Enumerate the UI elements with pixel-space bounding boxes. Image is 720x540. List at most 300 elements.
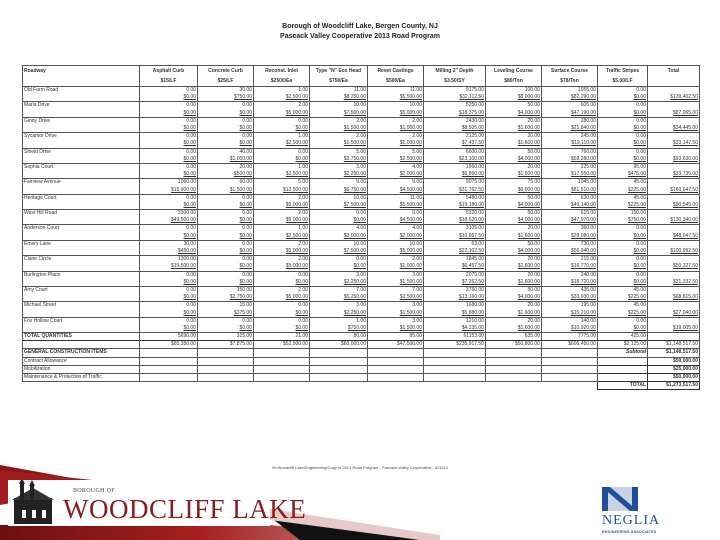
quantity-cell (140, 148, 198, 156)
quantity-cell (198, 225, 254, 233)
column-header: Roadway (23, 66, 140, 77)
quantity-cell-value: 11.00 (409, 87, 422, 94)
cost-cell-value: $3,750.00 (343, 155, 366, 162)
quantity-cell (598, 179, 648, 187)
quantity-cell-value: 3.00 (412, 317, 422, 324)
quantity-cell-value: 45.00 (633, 286, 646, 293)
cost-cell (598, 94, 648, 102)
roadway-name (23, 179, 140, 187)
quantity-cell (310, 256, 368, 264)
cost-cell-value: $4,000.00 (517, 201, 540, 208)
roadway-name-spacer (23, 94, 140, 102)
subtotal-label (598, 349, 648, 357)
cost-cell (254, 263, 310, 271)
roadway-name (23, 163, 140, 171)
roadway-name-spacer (23, 156, 140, 164)
quantity-cell-value: 0.00 (186, 87, 196, 94)
cost-cell-value: $0.00 (633, 94, 646, 101)
quantity-cell-value: 20.00 (527, 163, 540, 170)
blank-cell (254, 382, 310, 390)
cost-cell (486, 248, 542, 256)
general-item-amount (648, 365, 700, 373)
column-header: Asphalt Curb (140, 66, 198, 77)
quantity-cell-value: 240.00 (580, 271, 596, 278)
quantity-cell (542, 133, 598, 141)
total-cell (648, 271, 700, 279)
total-cost-cell (198, 341, 254, 349)
quantity-cell (310, 133, 368, 141)
quantity-cell-value: 20.00 (527, 225, 540, 232)
general-item-amount (648, 373, 700, 381)
quantity-cell (368, 133, 424, 141)
grand-total-row (23, 382, 700, 390)
quantity-cell (310, 317, 368, 325)
quantity-cell-value: 0.00 (636, 117, 646, 124)
general-item-row (23, 357, 700, 365)
cost-cell (368, 125, 424, 133)
quantity-cell-value: 2125.00 (465, 133, 484, 140)
row-total-value: $19,005.00 (672, 324, 698, 331)
column-unit (648, 76, 700, 87)
empty-boxed-cell (598, 365, 648, 373)
quantity-cell-value: 11.00 (353, 87, 366, 94)
row-total (648, 202, 700, 210)
table-row-cost (23, 140, 700, 148)
roadway-name (23, 194, 140, 202)
quantity-cell (424, 210, 486, 218)
cost-cell (368, 263, 424, 271)
quantity-cell-value: 30.00 (239, 87, 252, 94)
table-row-cost (23, 186, 700, 194)
total-quantity-cell (140, 333, 198, 341)
total-cost-cell-value: $235,917.50 (456, 341, 484, 348)
row-total-value: $34,445.00 (672, 125, 698, 132)
cost-cell (310, 94, 368, 102)
quantity-cell-value: 5320.00 (465, 210, 484, 217)
cost-cell-value: $2,500.00 (399, 155, 422, 162)
quantity-cell-value: 0.00 (242, 194, 252, 201)
total-cost-cell (310, 341, 368, 349)
cost-cell (140, 233, 198, 241)
quantity-cell (310, 286, 368, 294)
quantity-cell (486, 194, 542, 202)
quantity-cell (140, 302, 198, 310)
quantity-cell-value: 0.00 (636, 102, 646, 109)
table-row-cost (23, 156, 700, 164)
quantity-cell-value: 100.00 (524, 87, 540, 94)
cost-cell-value: $5,500.00 (399, 201, 422, 208)
cost-cell (542, 186, 598, 194)
quantity-cell (254, 194, 310, 202)
cost-cell-value: $4,000.00 (517, 294, 540, 301)
total-quantity-cell (542, 333, 598, 341)
quantity-cell-value: 0.00 (242, 225, 252, 232)
cost-cell (598, 140, 648, 148)
cost-cell (486, 263, 542, 271)
quantity-cell (598, 117, 648, 125)
quantity-cell (254, 133, 310, 141)
quantity-cell-value: 50.00 (527, 194, 540, 201)
neglia-wordmark: NEGLIA (602, 513, 661, 528)
cost-cell (310, 202, 368, 210)
roadway-name-spacer (23, 263, 140, 271)
table-row (23, 210, 700, 218)
empty-cell (486, 373, 542, 381)
total-quantity-cell-value: 5690.00 (177, 333, 196, 340)
quantity-cell (598, 194, 648, 202)
row-total-value: $27,040.00 (672, 309, 698, 316)
cost-cell (198, 156, 254, 164)
quantity-cell (198, 133, 254, 141)
quantity-cell-value: 10.00 (353, 194, 366, 201)
quantity-cell (486, 225, 542, 233)
blank-cell (310, 382, 368, 390)
cost-cell-value: $6,457.50 (461, 263, 484, 270)
cost-cell-value: $10,867.50 (458, 232, 484, 239)
quantity-cell-value: 15.00 (239, 302, 252, 309)
total-cell (648, 117, 700, 125)
cost-cell-value: $33,930.00 (570, 294, 596, 301)
cost-cell-value: $0.00 (183, 125, 196, 132)
roadway-name-spacer (23, 217, 140, 225)
cost-cell-value: $0.00 (183, 309, 196, 316)
quantity-cell-value: 20.00 (527, 133, 540, 140)
quantity-cell (486, 256, 542, 264)
cost-cell-value: $0.00 (183, 232, 196, 239)
quantity-cell-value: 360.00 (580, 225, 596, 232)
quantity-cell (310, 302, 368, 310)
quantity-cell (198, 179, 254, 187)
quantity-cell-value: 2430.00 (465, 117, 484, 124)
empty-cell (368, 365, 424, 373)
quantity-cell-value: 0.00 (186, 194, 196, 201)
cost-cell-value: $0.00 (295, 155, 308, 162)
cost-cell-value: $0.00 (239, 248, 252, 255)
empty-cell (140, 373, 198, 381)
cost-cell (542, 294, 598, 302)
cost-cell (598, 110, 648, 118)
empty-boxed-cell (598, 373, 648, 381)
quantity-cell (254, 148, 310, 156)
roadway-name-spacer (23, 325, 140, 333)
quantity-cell (486, 133, 542, 141)
quantity-cell-value: 435.00 (580, 286, 596, 293)
cost-cell-value: $7,500.00 (343, 201, 366, 208)
cost-cell-value: $6,860.00 (461, 171, 484, 178)
column-unit: $2500/Ea (254, 76, 310, 87)
roadway-name-value: Anderson Court (24, 225, 60, 232)
row-total (648, 217, 700, 225)
quantity-cell (254, 117, 310, 125)
cost-cell-value: $6,750.00 (343, 186, 366, 193)
empty-cell (486, 365, 542, 373)
quantity-cell (598, 102, 648, 110)
cost-cell (198, 171, 254, 179)
total-quantity-cell-value: 21.00 (295, 333, 308, 340)
row-total-value: $87,065.00 (672, 109, 698, 116)
row-total (648, 294, 700, 302)
quantity-cell (140, 271, 198, 279)
total-cost-cell-value: $50,800.00 (514, 341, 540, 348)
quantity-cell (198, 148, 254, 156)
quantity-cell-value: 0.00 (242, 117, 252, 124)
column-unit: $500/Ea (368, 76, 424, 87)
grand-total-value-value: $1,273,517.50 (666, 382, 698, 389)
cost-cell (486, 110, 542, 118)
cost-cell (198, 140, 254, 148)
empty-cell (198, 349, 254, 357)
cost-cell (424, 94, 486, 102)
table-row-cost (23, 125, 700, 133)
cost-cell-value: $0.00 (633, 324, 646, 331)
cost-cell (424, 171, 486, 179)
empty-boxed-cell (598, 357, 648, 365)
empty-cell (254, 373, 310, 381)
cost-cell (424, 294, 486, 302)
quantity-cell-value: 0.00 (298, 317, 308, 324)
quantity-cell (310, 194, 368, 202)
roadway-name-value: Ginny Drive (24, 117, 51, 124)
quantity-cell (598, 163, 648, 171)
quantity-cell-value: 1.00 (356, 317, 366, 324)
cost-cell (368, 186, 424, 194)
subtotal-value (648, 349, 700, 357)
quantity-cell (486, 210, 542, 218)
table-row-cost (23, 171, 700, 179)
cost-cell (310, 325, 368, 333)
quantity-cell-value: 0.00 (242, 240, 252, 247)
cost-cell (198, 309, 254, 317)
roadway-name-spacer (23, 248, 140, 256)
quantity-cell-value: 2.00 (298, 256, 308, 263)
cost-cell-value: $4,000.00 (517, 217, 540, 224)
cost-cell (368, 309, 424, 317)
quantity-cell-value: 1060.00 (177, 179, 196, 186)
total-cost-cell-value: $7,875.00 (229, 341, 252, 348)
quantity-cell-value: 9075.00 (465, 179, 484, 186)
quantity-cell-value: 0.00 (242, 133, 252, 140)
cost-cell (140, 217, 198, 225)
general-item-amount (648, 357, 700, 365)
general-item-label-value: Contract Allowance (24, 357, 67, 364)
cost-cell-value: $12,500.00 (282, 186, 308, 193)
cost-cell (368, 325, 424, 333)
quantity-cell-value: 45.00 (633, 194, 646, 201)
quantity-cell (368, 194, 424, 202)
quantity-cell (598, 133, 648, 141)
quantity-cell-value: 2.00 (412, 256, 422, 263)
grand-subtotal-cell-value: $1,148,517.50 (666, 341, 698, 348)
subtotal-label-value: Subtotal (626, 349, 646, 356)
roadway-name (23, 102, 140, 110)
cost-cell-value: $1,500.00 (399, 324, 422, 331)
table-row-cost (23, 325, 700, 333)
roadway-name-spacer (23, 233, 140, 241)
quantity-cell-value: 225.00 (580, 163, 596, 170)
quantity-cell (424, 194, 486, 202)
table-row-cost (23, 309, 700, 317)
cost-cell (368, 217, 424, 225)
quantity-cell-value: 1.00 (298, 163, 308, 170)
quantity-cell-value: 3.00 (356, 271, 366, 278)
row-total (648, 263, 700, 271)
quantity-cell-value: 0.00 (186, 163, 196, 170)
quantity-cell-value: 0.00 (298, 148, 308, 155)
column-header: Reconst. Inlet (254, 66, 310, 77)
quantity-cell-value: 215.00 (580, 256, 596, 263)
total-cell (648, 163, 700, 171)
row-total (648, 279, 700, 287)
total-quantity-cell-value: 315.00 (236, 333, 252, 340)
quantity-cell-value: 1210.00 (465, 317, 484, 324)
quantity-cell-value: 2.00 (356, 117, 366, 124)
row-total-value: $139,402.50 (670, 94, 698, 101)
quantity-cell (486, 179, 542, 187)
quantity-cell-value: 50.00 (527, 210, 540, 217)
cost-cell (486, 233, 542, 241)
roadway-name-value: Old Farm Road (24, 87, 59, 94)
table-row (23, 286, 700, 294)
cost-cell-value: $1,500.00 (399, 309, 422, 316)
quantity-cell-value: 20.00 (527, 302, 540, 309)
cost-cell-value: $5,000.00 (285, 294, 308, 301)
cost-cell-value: $1,600.00 (517, 309, 540, 316)
quantity-cell (254, 317, 310, 325)
quantity-cell (598, 225, 648, 233)
cost-cell (140, 325, 198, 333)
quantity-cell-value: 3105.00 (465, 225, 484, 232)
column-header: Milling 2" Depth (424, 66, 486, 77)
table-row (23, 148, 700, 156)
cost-cell (254, 125, 310, 133)
cost-cell-value: $1,500.00 (229, 186, 252, 193)
quantity-cell-value: 10.00 (409, 240, 422, 247)
roadway-name-value: Amy Court (24, 286, 48, 293)
roadway-name-value: Fox Hollow Court (24, 317, 63, 324)
quantity-cell (254, 210, 310, 218)
quantity-cell (254, 225, 310, 233)
quantity-cell-value: 3.00 (412, 271, 422, 278)
roadway-name-spacer (23, 171, 140, 179)
table-row-cost (23, 217, 700, 225)
cost-cell (140, 94, 198, 102)
cost-cell-value: $6,000.00 (517, 186, 540, 193)
cost-cell (486, 279, 542, 287)
cost-cell-value: $10,920.00 (570, 324, 596, 331)
cost-cell (486, 202, 542, 210)
cost-cell (368, 156, 424, 164)
table-row (23, 317, 700, 325)
cost-cell-value: $0.00 (183, 201, 196, 208)
quantity-cell (140, 87, 198, 95)
woodcliff-lake-wordmark: WOODCLIFF LAKE (63, 494, 307, 524)
quantity-cell (140, 117, 198, 125)
quantity-cell (310, 225, 368, 233)
quantity-cell-value: 0.00 (636, 87, 646, 94)
roadway-name (23, 256, 140, 264)
quantity-cell-value: 5.00 (298, 179, 308, 186)
quantity-cell (368, 148, 424, 156)
quantity-cell (140, 256, 198, 264)
cost-cell-value: $5,250.00 (343, 294, 366, 301)
cost-cell-value: $0.00 (633, 109, 646, 116)
spacer (23, 341, 140, 349)
quantity-cell (368, 256, 424, 264)
cost-cell (198, 217, 254, 225)
quantity-cell (198, 286, 254, 294)
cost-cell-value: $1,600.00 (517, 324, 540, 331)
grand-total-value (648, 382, 700, 390)
quantity-cell (598, 271, 648, 279)
quantity-cell-value: 0.00 (186, 225, 196, 232)
quantity-cell (486, 302, 542, 310)
cost-cell-value: $17,550.00 (570, 171, 596, 178)
total-cost-row (23, 341, 700, 349)
general-construction-label (23, 349, 140, 357)
cost-cell (140, 202, 198, 210)
table-row (23, 240, 700, 248)
cost-cell (140, 294, 198, 302)
cost-cell-value: $0.00 (353, 217, 366, 224)
table-row-cost (23, 233, 700, 241)
cost-cell-value: $16,770.00 (570, 263, 596, 270)
quantity-cell (424, 117, 486, 125)
quantity-cell-value: 3760.00 (465, 286, 484, 293)
empty-cell (254, 365, 310, 373)
quantity-cell-value: 50.00 (527, 148, 540, 155)
quantity-cell (254, 163, 310, 171)
column-header: Reset Castings (368, 66, 424, 77)
quantity-cell (542, 302, 598, 310)
cost-cell (254, 186, 310, 194)
quantity-cell-value: 20.00 (527, 317, 540, 324)
cost-cell-value: $2,500.00 (285, 140, 308, 147)
quantity-cell-value: 1045.00 (577, 179, 596, 186)
empty-cell (310, 373, 368, 381)
quantity-cell (368, 286, 424, 294)
general-item-amount-value: $50,000.00 (672, 374, 698, 381)
total-quantity-cell (198, 333, 254, 341)
empty-cell (542, 349, 598, 357)
roadway-name-value: Sophia Court (24, 163, 54, 170)
column-header: Traffic Stripes (598, 66, 648, 77)
total-cell (648, 333, 700, 341)
column-header: Total (648, 66, 700, 77)
cost-cell (424, 156, 486, 164)
quantity-cell (598, 240, 648, 248)
total-quantity-cell-value: 425.00 (630, 333, 646, 340)
cost-cell-value: $375.00 (233, 309, 252, 316)
subtotal-value-value: $1,148,517.50 (666, 349, 698, 356)
roadway-name-value: Shield Drive (24, 148, 51, 155)
table-row (23, 194, 700, 202)
quantity-cell (198, 271, 254, 279)
cost-cell (140, 279, 198, 287)
row-total (648, 248, 700, 256)
quantity-cell-value: 10.00 (353, 240, 366, 247)
quantity-cell-value: 0.00 (636, 225, 646, 232)
quantity-cell-value: 730.00 (580, 240, 596, 247)
cost-cell-value: $23,100.00 (458, 155, 484, 162)
quantity-cell-value: 5480.00 (465, 194, 484, 201)
quantity-cell (542, 271, 598, 279)
cost-cell-value: $225.00 (627, 294, 646, 301)
cost-cell (140, 125, 198, 133)
cost-cell (542, 233, 598, 241)
quantity-cell (198, 163, 254, 171)
quantity-cell-value: 63.00 (471, 240, 484, 247)
cost-cell (486, 156, 542, 164)
